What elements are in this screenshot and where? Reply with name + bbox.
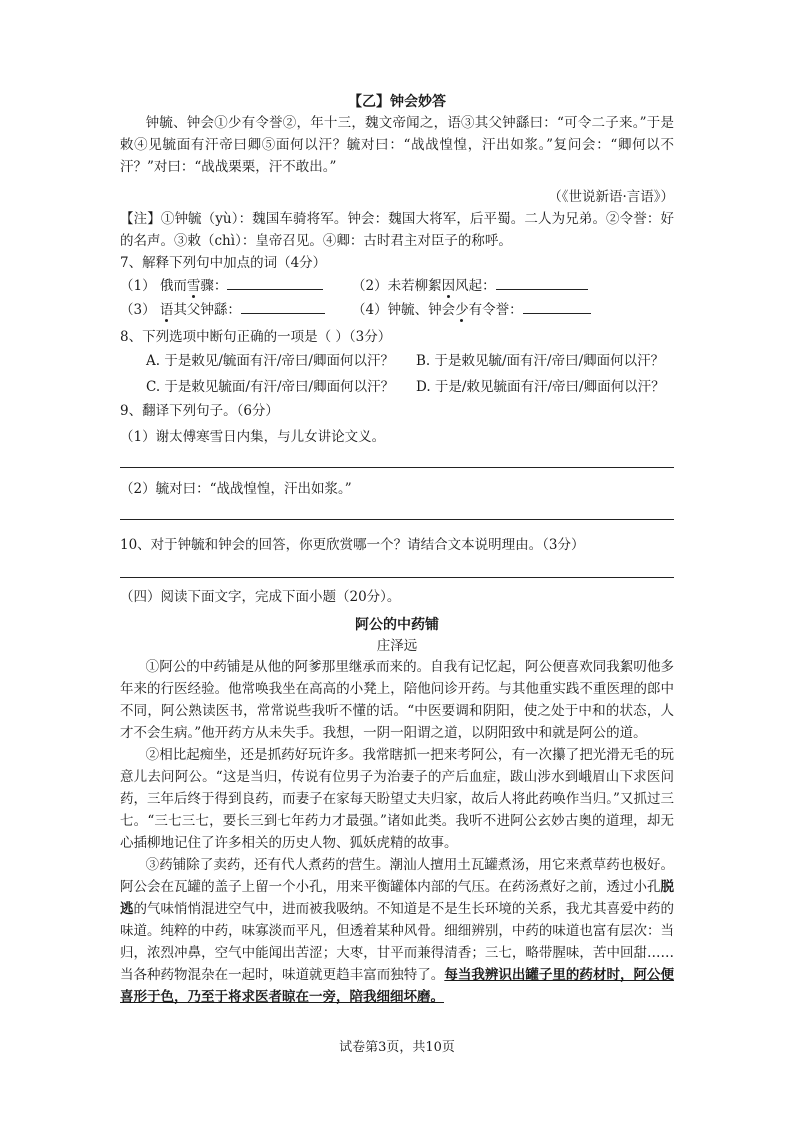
question-8-stem: 8、下列选项中断句正确的一项是（ ）（3分）	[120, 329, 392, 345]
answer-blank[interactable]	[496, 275, 588, 290]
question-9-sentence-2: （2）毓对曰：“战战惶惶，汗出如浆。”	[120, 481, 352, 497]
underlined-sentence: 每当我辨识出罐子里的药材时，阿公便喜形于色，乃至于将求医者晾在一旁，陪我细细坏磨。	[120, 967, 675, 1005]
essay-paragraph-1: ①阿公的中药铺是从他的阿爹那里继承而来的。自我有记忆起，阿公便喜欢同我絮叨他多年来的行医经验。他常唤我坐在高高的小凳上，陪他问诊开药。与其他重实践不重医理的郎中不同，阿公熟读医书，常常说些我听不懂的话。“中医要调和阴阳，使之处于中和的状态，人才不会生病。”他开药方从未失手。我想，一阴一阳谓之道，以阴阳致中和就是阿公的道。	[120, 659, 674, 741]
exam-page	[120, 92, 674, 1008]
dotted-word: 少	[455, 302, 469, 318]
question-8-options-ab	[120, 348, 674, 374]
dotted-word: 语	[159, 302, 174, 318]
option-d[interactable]: D. 于是/敕见毓面有汗/帝曰/卿面何以汗？	[416, 379, 665, 395]
page-footer: 试卷第3页，共10页	[339, 1040, 455, 1055]
option-a[interactable]: A. 于是敕见/毓面有汗/帝曰/卿面何以汗？	[146, 353, 394, 369]
answer-line[interactable]	[120, 518, 674, 520]
option-b[interactable]: B. 于是敕见毓/面有汗/帝曰/卿面何以汗？	[416, 353, 665, 369]
option-c[interactable]: C. 于是敕见毓面/有汗/帝曰/卿面何以汗？	[146, 379, 395, 395]
question-8-options-cd	[120, 374, 674, 400]
question-7-stem: 7、解释下列句中加点的词（4分）	[120, 255, 327, 271]
dotted-word: 因	[441, 278, 456, 294]
answer-line[interactable]	[120, 576, 674, 578]
bold-word: 脱逃	[120, 879, 674, 917]
section-4-heading: （四）阅读下面文字，完成下面小题（20分）。	[120, 589, 401, 605]
question-7-row-2: （3） 语其父钟繇： （4）钟毓、钟会少有令誉：	[120, 298, 674, 322]
question-9-sentence-1: （1）谢太傅寒雪日内集，与儿女讲论文义。	[120, 429, 386, 445]
question-9-stem: 9、翻译下列句子。（6分）	[120, 403, 279, 419]
essay-author: 庄泽远	[376, 638, 418, 654]
essay-title: 阿公的中药铺	[355, 617, 439, 633]
passage-yi-text: 钟毓、钟会①少有令誉②，年十三，魏文帝闻之，语③其父钟繇曰：“可令二子来。”于是敕④见毓面有汗帝曰卿⑤面何以汗？毓对曰：“战战惶惶，汗出如浆。”复问会：“卿何以不汗？”对曰：“战战栗栗，汗不敢出。”	[120, 115, 674, 175]
essay-paragraph-3: ③药铺除了卖药，还有代人煮药的营生。潮汕人擅用土瓦罐煮汤，用它来煮草药也极好。阿公会在瓦罐的盖子上留一个小孔，用来平衡罐体内部的气压。在药汤煮好之前，透过小孔脱逃的气味悄悄混进空气中，进而被我吸纳。不知道是不是生长环境的关系，我尤其喜爱中药的味道。纯粹的中药，味寡淡而平凡，但透着某种风骨。细细辨别，中药的味道也富有层次：当归，浓烈冲鼻，空气中能闻出苦涩；大枣，甘平而兼得清香；三七，略带腥味，苦中回甜……当各种药物混杂在一起时，味道就更趋丰富而独特了。每当我辨识出罐子里的药材时，阿公便喜形于色，乃至于将求医者晾在一旁，陪我细细坏磨。	[120, 857, 675, 1005]
question-7-row-1: （1） 俄而雪骤： （2）未若柳絮因风起：	[120, 274, 674, 298]
question-10-stem: 10、对于钟毓和钟会的回答，你更欣赏哪一个？请结合文本说明理由。（3分）	[120, 537, 585, 553]
passage-yi-source: （《世说新语·言语》）	[548, 189, 674, 205]
answer-blank[interactable]	[523, 299, 591, 314]
passage-yi-note: 【注】①钟毓（yù）：魏国车骑将军。钟会：魏国大将军，后平蜀。二人为兄弟。②令誉：好的名声。③敕（chì）：皇帝召见。④卿：古时君主对臣子的称呼。	[120, 211, 674, 249]
dotted-word: 雪	[186, 278, 201, 294]
passage-yi-title: 【乙】钟会妙答	[348, 94, 446, 110]
answer-blank[interactable]	[241, 299, 325, 314]
answer-line[interactable]	[120, 466, 674, 468]
answer-blank[interactable]	[227, 275, 323, 290]
essay-paragraph-2: ②相比起痴坐，还是抓药好玩许多。我常瞎抓一把来考阿公，有一次攥了把光滑无毛的玩意儿去问阿公。“这是当归，传说有位男子为治妻子的产后血症，跋山涉水到峨眉山下求医问药，三年后终于得到良药，而妻子在家每天盼望丈夫归家，故后人将此药唤作当归。”又抓过三七。“三七三七，要长三到七年药力才最强。”诸如此类。我听不进阿公玄妙古奥的道理，却无心插柳地记住了许多相关的历史人物、狐妖虎精的故事。	[120, 747, 674, 851]
